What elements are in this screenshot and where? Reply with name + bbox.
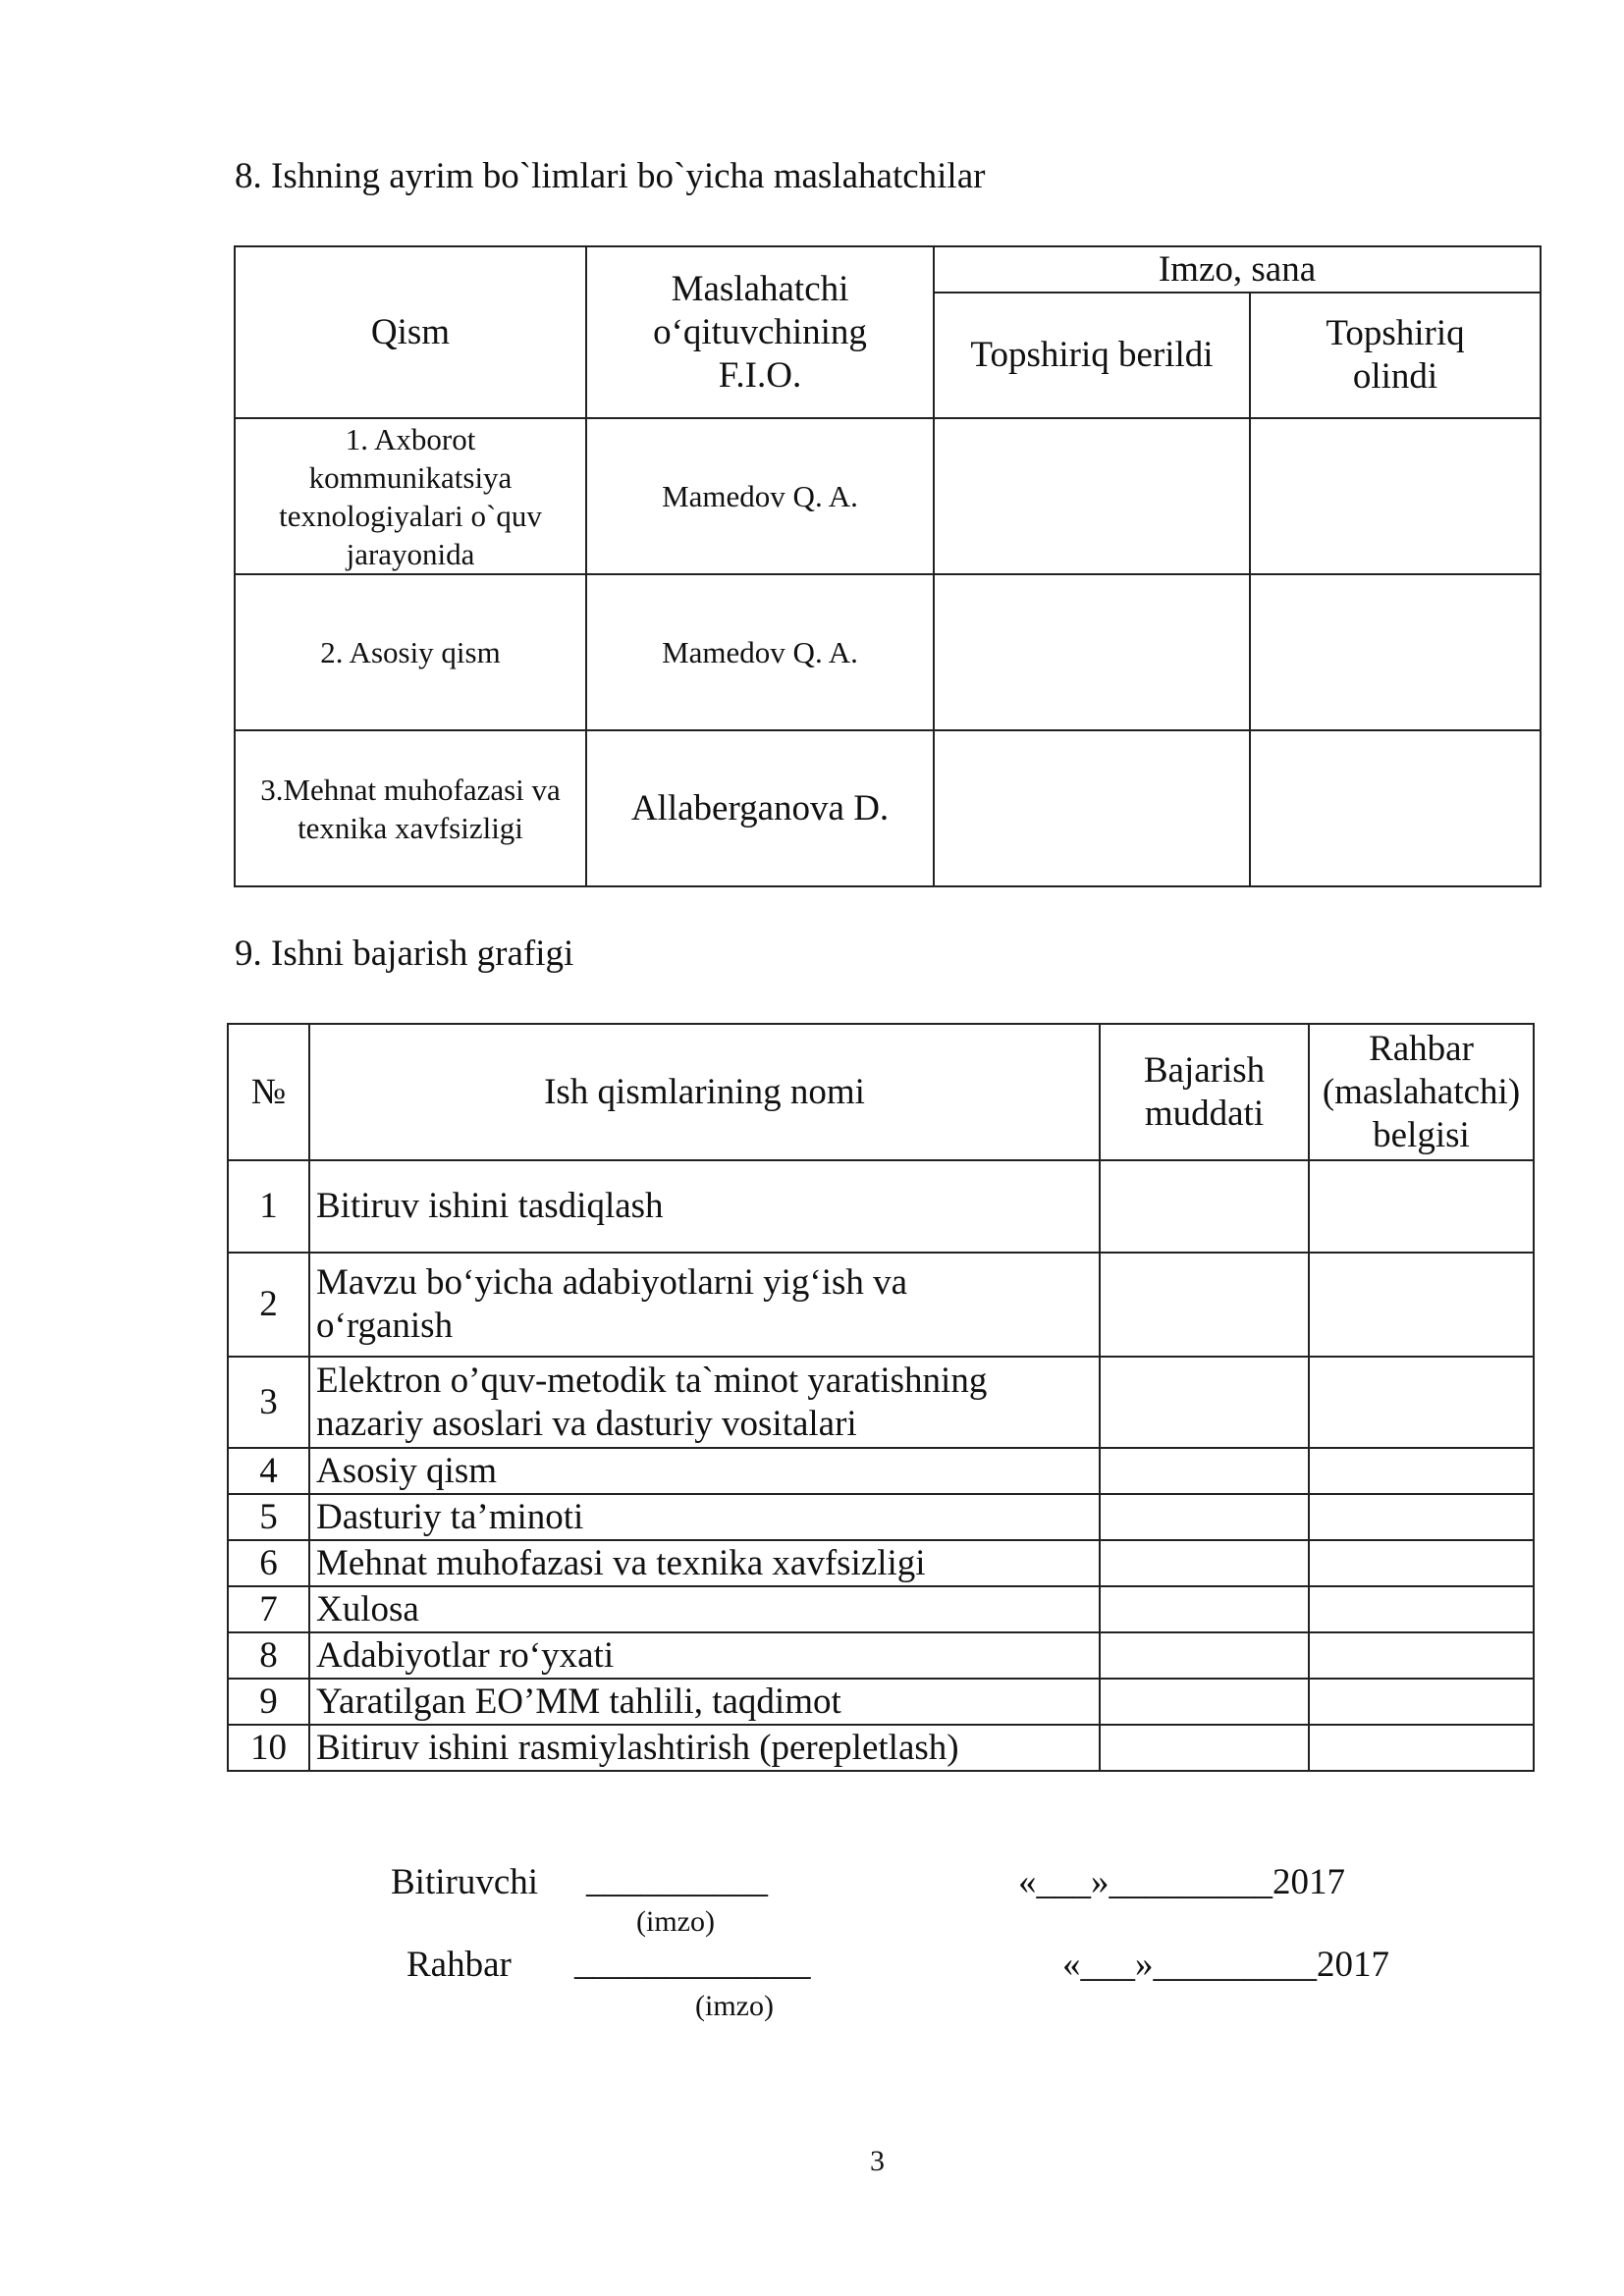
table-row [228, 1632, 1534, 1679]
table-row [228, 1160, 1534, 1253]
table-row [228, 1725, 1534, 1771]
row-deadline [1100, 1494, 1309, 1540]
row-name: Yaratilgan EO’MM tahlili, taqdimot [309, 1679, 1100, 1725]
task-received-cell [1250, 574, 1541, 730]
task-given-cell [934, 730, 1250, 886]
supervisor-signature-caption: (imzo) [695, 1990, 774, 2022]
row-name: Bitiruv ishini rasmiylashtirish (perepletlash) [309, 1725, 1100, 1771]
table-row [228, 1679, 1534, 1725]
header-mark: Rahbar (maslahatchi) belgisi [1309, 1024, 1534, 1160]
row-number: 9 [228, 1679, 309, 1725]
row-mark [1309, 1357, 1534, 1448]
row-deadline [1100, 1540, 1309, 1586]
row-number: 2 [228, 1253, 309, 1357]
header-task-given: Topshiriq berildi [934, 293, 1250, 418]
task-received-cell [1250, 730, 1541, 886]
row-name: Mehnat muhofazasi va texnika xavfsizligi [309, 1540, 1100, 1586]
table-row [228, 1586, 1534, 1632]
row-deadline [1100, 1725, 1309, 1771]
advisors-table [234, 245, 1542, 887]
row-mark [1309, 1494, 1534, 1540]
graduate-signature-line: __________ [586, 1860, 768, 1900]
supervisor-date: «___»_________2017 [1062, 1945, 1389, 1985]
row-number: 5 [228, 1494, 309, 1540]
header-signature-date: Imzo, sana [934, 246, 1541, 293]
table-row [228, 1448, 1534, 1494]
advisor-cell: Allaberganova D. [586, 730, 934, 886]
row-name: Dasturiy ta’minoti [309, 1494, 1100, 1540]
section8-heading: 8. Ishning ayrim bo`limlari bo`yicha maslahatchilar [235, 156, 986, 196]
row-deadline [1100, 1586, 1309, 1632]
row-name: Mavzu bo‘yicha adabiyotlarni yig‘ish va o‘rganish [309, 1253, 1100, 1357]
row-number: 1 [228, 1160, 309, 1253]
supervisor-signature-line: _____________ [574, 1943, 811, 1983]
task-given-cell [934, 418, 1250, 574]
row-mark [1309, 1448, 1534, 1494]
graduate-date: «___»_________2017 [1018, 1862, 1345, 1902]
task-given-cell [934, 574, 1250, 730]
table-row [235, 730, 1541, 886]
row-number: 8 [228, 1632, 309, 1679]
row-name: Adabiyotlar ro‘yxati [309, 1632, 1100, 1679]
row-number: 10 [228, 1725, 309, 1771]
row-name: Asosiy qism [309, 1448, 1100, 1494]
table-row [235, 574, 1541, 730]
row-mark [1309, 1586, 1534, 1632]
row-deadline [1100, 1253, 1309, 1357]
header-advisor: Maslahatchi o‘qituvchining F.I.O. [586, 246, 934, 418]
task-received-cell [1250, 418, 1541, 574]
header-task-received: Topshiriq olindi [1250, 293, 1541, 418]
row-deadline [1100, 1679, 1309, 1725]
header-part: Qism [235, 246, 586, 418]
row-mark [1309, 1679, 1534, 1725]
row-mark [1309, 1160, 1534, 1253]
row-name: Bitiruv ishini tasdiqlash [309, 1160, 1100, 1253]
page-number: 3 [870, 2145, 885, 2177]
row-number: 3 [228, 1357, 309, 1448]
part-cell: 2. Asosiy qism [235, 574, 586, 730]
row-mark [1309, 1253, 1534, 1357]
header-name: Ish qismlarining nomi [309, 1024, 1100, 1160]
table-row [228, 1357, 1534, 1448]
schedule-table [227, 1023, 1535, 1772]
row-number: 7 [228, 1586, 309, 1632]
row-mark [1309, 1540, 1534, 1586]
row-number: 4 [228, 1448, 309, 1494]
row-number: 6 [228, 1540, 309, 1586]
row-mark [1309, 1632, 1534, 1679]
row-name: Elektron o’quv-metodik ta`minot yaratishning nazariy asoslari va dasturiy vositalari [309, 1357, 1100, 1448]
table-row [228, 1494, 1534, 1540]
part-cell: 1. Axborot kommunikatsiya texnologiyalari o`quv jarayonida [235, 418, 586, 574]
supervisor-label: Rahbar [406, 1945, 512, 1985]
part-cell: 3.Mehnat muhofazasi va texnika xavfsizligi [235, 730, 586, 886]
table-row [235, 418, 1541, 574]
row-mark [1309, 1725, 1534, 1771]
section9-heading: 9. Ishni bajarish grafigi [235, 934, 574, 974]
row-deadline [1100, 1160, 1309, 1253]
table-row [228, 1540, 1534, 1586]
table-row [228, 1253, 1534, 1357]
row-name: Xulosa [309, 1586, 1100, 1632]
advisor-cell: Mamedov Q. A. [586, 574, 934, 730]
graduate-signature-caption: (imzo) [636, 1905, 715, 1938]
row-deadline [1100, 1448, 1309, 1494]
advisor-cell: Mamedov Q. A. [586, 418, 934, 574]
row-deadline [1100, 1632, 1309, 1679]
header-number: № [228, 1024, 309, 1160]
header-deadline: Bajarish muddati [1100, 1024, 1309, 1160]
row-deadline [1100, 1357, 1309, 1448]
graduate-label: Bitiruvchi [391, 1862, 539, 1902]
